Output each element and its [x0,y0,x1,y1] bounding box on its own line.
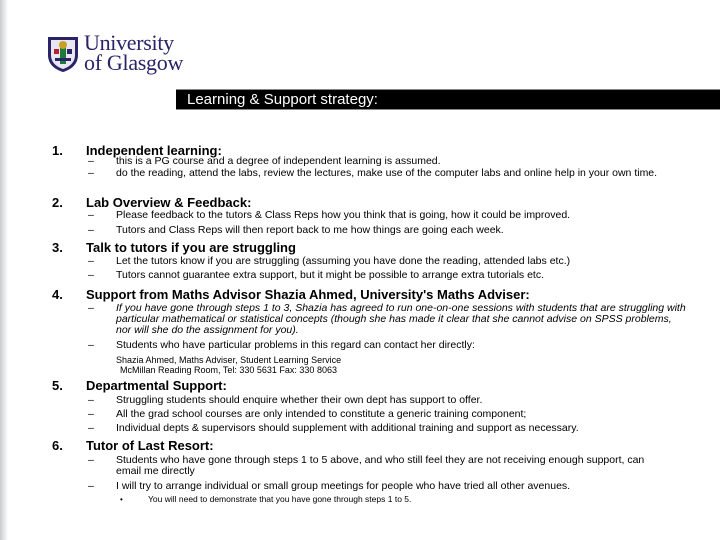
section-number: 5. [52,378,63,393]
section-number: 1. [52,143,63,158]
bullet-text: Please feedback to the tutors & Class Reps how you think that is going, how it could be improved. [116,209,571,221]
bullet-text: If you have gone through steps 1 to 3, Shazia has agreed to run one-on-one sessions with students that are struggling with particular mathematical or statistical concepts (though she has made it clear that she cannot advise on SPSS problems, nor will she do the assignment for you). [116,302,686,336]
dash-bullet: – [88,167,94,179]
logo-wordmark [84,30,184,75]
title-bar [176,89,720,110]
bullet-text: Tutors and Class Reps will then report back to me how things are going each week. [116,224,504,236]
dash-bullet: – [88,224,94,236]
bullet-text: Struggling students should enquire whether their own dept has support to offer. [116,394,483,406]
dash-bullet: – [88,155,94,167]
bullet-text: this is a PG course and a degree of independent learning is assumed. [116,155,441,167]
section-heading: Tutor of Last Resort: [86,438,214,453]
section-heading: Support from Maths Advisor Shazia Ahmed, University's Maths Adviser: [86,287,530,302]
section-heading: Independent learning: [86,143,222,158]
crest-icon [46,35,80,73]
section-number: 2. [52,195,63,210]
dash-bullet: – [88,302,94,314]
bullet-text: All the grad school courses are only intended to constitute a generic training component; [116,408,527,420]
logo-line-1: University [84,30,174,55]
contact-line: Shazia Ahmed, Maths Adviser, Student Learning Service [116,355,342,365]
section-number: 4. [52,287,63,302]
dash-bullet: – [88,269,94,281]
bullet-text: do the reading, attend the labs, review the lectures, make use of the computer labs and online help in your own time. [116,167,658,179]
bullet-text: Students who have gone through steps 1 to 5 above, and who still feel they are not receiving enough support, can email me directly [116,454,645,477]
dash-bullet: – [88,454,94,466]
section-number: 6. [52,438,63,453]
section-number: 3. [52,240,63,255]
section-heading: Talk to tutors if you are struggling [86,240,296,255]
dash-bullet: – [88,209,94,221]
dash-bullet: – [88,422,94,434]
dash-bullet: – [88,339,94,351]
university-logo [46,30,186,77]
section-heading: Lab Overview & Feedback: [86,195,252,210]
bullet-text: I will try to arrange individual or small group meetings for people who have tried all other avenues. [116,480,571,492]
left-edge-gradient [0,0,8,540]
dash-bullet: – [88,480,94,492]
logo-line-2: of Glasgow [84,50,184,75]
bullet-text: Tutors cannot guarantee extra support, but it might be possible to arrange extra tutorials etc. [116,269,545,281]
dash-bullet: – [88,408,94,420]
dash-bullet: – [88,394,94,406]
bullet-text: Let the tutors know if you are struggling (assuming you have done the reading, attended labs etc.) [116,255,571,267]
section-heading: Departmental Support: [86,378,227,393]
sub-bullet-text: You will need to demonstrate that you have gone through steps 1 to 5. [148,494,412,504]
sub-bullet-icon: • [120,495,123,504]
contact-line: McMillan Reading Room, Tel: 330 5631 Fax: 330 8063 [120,365,337,375]
bullet-text: Individual depts & supervisors should supplement with additional training and support as necessary. [116,422,579,434]
bullet-text: Students who have particular problems in this regard can contact her directly: [116,339,475,351]
page-title: Learning & Support strategy: [187,91,378,108]
dash-bullet: – [88,255,94,267]
